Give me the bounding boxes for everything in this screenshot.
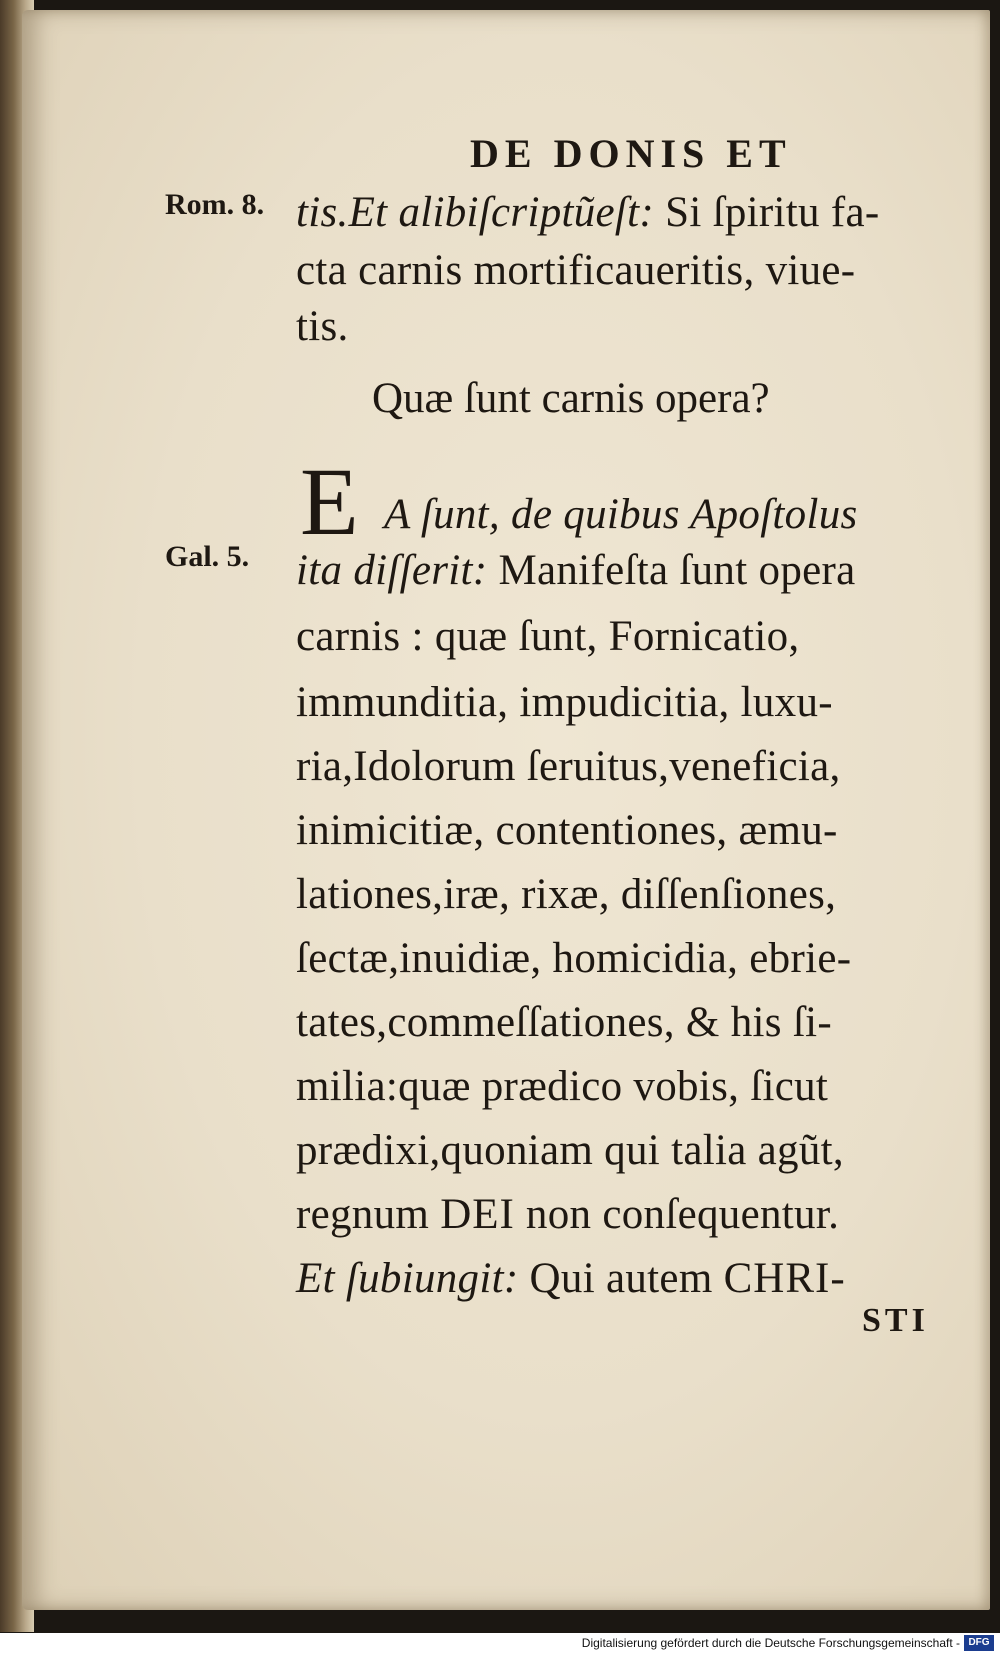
- text-roman: ſectæ,inuidiæ, homicidia, ebrie-: [296, 935, 852, 982]
- text-italic: ita diſſerit:: [296, 547, 488, 594]
- margin-note-gal: Gal. 5.: [165, 540, 250, 573]
- footer-bar: [0, 1633, 1000, 1655]
- text-line-5: [296, 546, 946, 596]
- text-line-14: [296, 1126, 946, 1176]
- text-italic: Et ſubiungit:: [296, 1255, 519, 1302]
- margin-note-rom: Rom. 8.: [165, 188, 265, 221]
- text-smallcaps: CHRI-: [723, 1255, 846, 1302]
- text-roman: Si ſpiritu fa-: [665, 189, 880, 236]
- text-line-11: [296, 934, 946, 984]
- section-heading: Quæ ſunt carnis opera?: [372, 375, 770, 422]
- text-line-3: [296, 302, 946, 352]
- text-line-12: [296, 998, 946, 1048]
- text-roman: lationes,iræ, rixæ, diſſenſiones,: [296, 871, 837, 918]
- text-italic: tis.Et alibiſcriptũeſt:: [296, 189, 655, 236]
- text-roman: carnis : quæ ſunt, Fornicatio,: [296, 613, 800, 660]
- text-roman: tates,commeſſationes, & his ſi-: [296, 999, 832, 1046]
- catchword: STI: [862, 1302, 929, 1339]
- text-roman: tis.: [296, 303, 349, 350]
- running-head: DE DONIS ET: [470, 131, 792, 176]
- footer-credit: Digitalisierung gefördert durch die Deutsche Forschungsgemeinschaft -: [581, 1636, 960, 1650]
- text-line-4: [384, 490, 1000, 540]
- text-roman: inimicitiæ, contentiones, æmu-: [296, 807, 838, 854]
- text-roman: immunditia, impudicitia, luxu-: [296, 679, 833, 726]
- text-roman: prædixi,quoniam qui talia agũt,: [296, 1127, 844, 1174]
- text-line-15: [296, 1190, 946, 1240]
- text-roman: non conſequentur.: [525, 1191, 840, 1238]
- text-line-6: [296, 612, 946, 662]
- text-roman: cta carnis mortificaueritis, viue-: [296, 247, 856, 294]
- text-line-13: [296, 1062, 946, 1112]
- text-line-16: [296, 1254, 946, 1304]
- text-line-10: [296, 870, 946, 920]
- text-roman: Qui autem: [529, 1255, 713, 1302]
- text-line-8: [296, 742, 946, 792]
- text-line-9: [296, 806, 946, 856]
- text-line-1: [296, 188, 946, 238]
- dfg-logo: DFG: [964, 1635, 994, 1651]
- text-italic: A ſunt, de quibus Apoſtolus: [384, 491, 858, 538]
- text-roman: milia:quæ prædico vobis, ſicut: [296, 1063, 829, 1110]
- text-roman: ria,Idolorum ſeruitus,veneficia,: [296, 743, 841, 790]
- drop-initial: E: [300, 448, 359, 555]
- text-line-7: [296, 678, 946, 728]
- text-roman: regnum: [296, 1191, 430, 1238]
- text-roman: Manifeſta ſunt opera: [498, 547, 856, 594]
- text-line-2: [296, 246, 946, 296]
- text-smallcaps: DEI: [440, 1191, 515, 1238]
